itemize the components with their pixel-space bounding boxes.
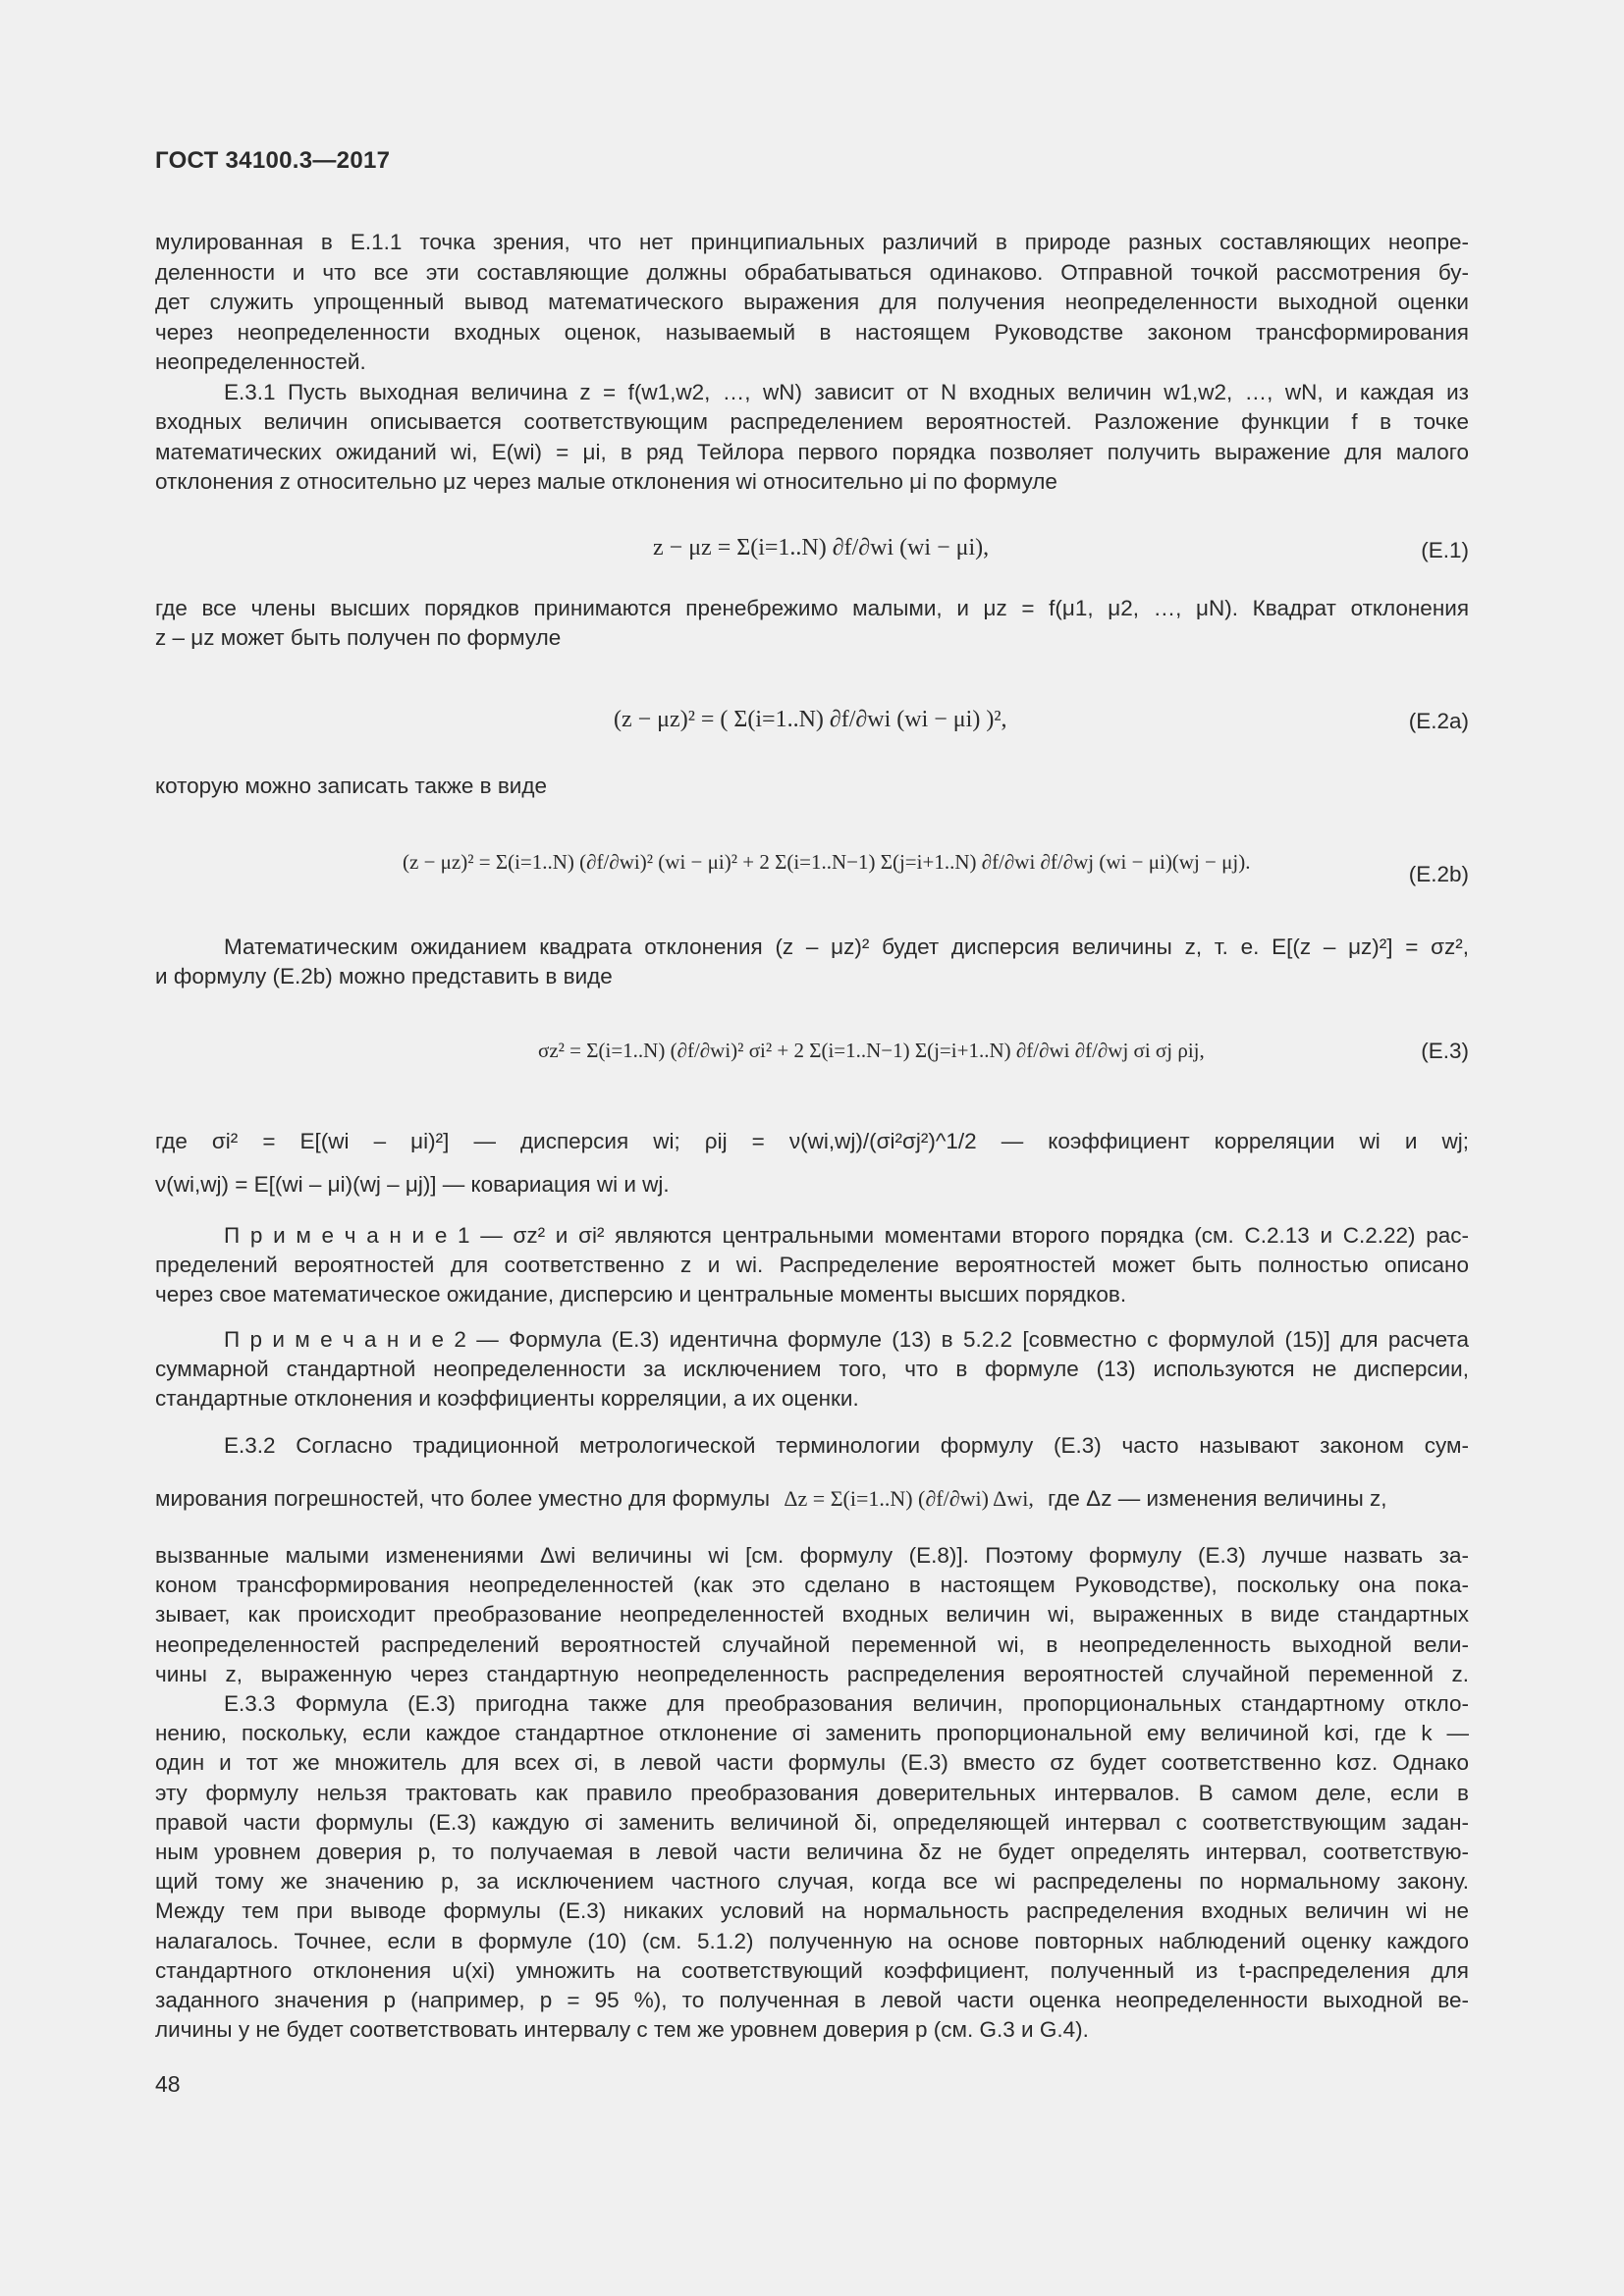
equation-e2b-label: (Е.2b)	[1408, 862, 1469, 886]
equation-e1-label: (Е.1)	[1421, 538, 1469, 562]
equation-e3: σz² = Σ(i=1..N) (∂f/∂wi)² σi² + 2 Σ(i=1..N−1) Σ(j=i+1..N) ∂f/∂wi ∂f/∂wj σi σj ρij,	[538, 1039, 1205, 1062]
text-line: нению, поскольку, если каждое стандартное отклонение σi заменить пропорциональной ему величиной kσi, где k —	[155, 1721, 1469, 1746]
text-line: через свое математическое ожидание, дисперсию и центральные моменты высших порядков.	[155, 1282, 1127, 1307]
text-line: стандартного отклонения u(xi) умножить на соответствующий коэффициент, полученный из t-распределения для	[155, 1957, 1469, 1983]
text-line: деленности и что все эти составляющие должны обрабатываться одинаково. Отправной точкой рассмотрения бу-	[155, 259, 1469, 285]
text-line: щий тому же значению p, за исключением частного случая, когда все wi распределены по нормальному закону.	[155, 1869, 1469, 1895]
text-line: заданного значения p (например, p = 95 %), то полученная в левой части оценка неопределенности выходной ве-	[155, 1988, 1469, 2012]
text-line: один и тот же множитель для всех σi, в левой части формулы (Е.3) вместо σz будет соответственно kσz. Однако	[155, 1750, 1469, 1776]
text-line: Математическим ожиданием квадрата отклонения (z – μz)² будет дисперсия величины z, т. е. E[(z – μz)²] = σz²,	[224, 934, 1469, 959]
text-line: пределений вероятностей для соответственно z и wi. Распределение вероятностей может быть полностью описано	[155, 1253, 1469, 1277]
text-fragment: где Δz — изменения величины z,	[1048, 1486, 1387, 1511]
text-line: z – μz может быть получен по формуле	[155, 625, 562, 650]
text-line: входных величин описывается соответствующим распределением вероятностей. Разложение функции f в точке	[155, 409, 1469, 434]
text-line: суммарной стандартной неопределенности за исключением того, что в формуле (13) используются не дисперсии,	[155, 1357, 1469, 1381]
text-line: где все члены высших порядков принимаются пренебрежимо малыми, и μz = f(μ1, μ2, …, μN). Квадрат отклонения	[155, 596, 1469, 620]
text-line: ным уровнем доверия p, то получаемая в левой части величина δz не будет определять интервал, соответствую-	[155, 1840, 1469, 1864]
text-line: чины z, выраженную через стандартную неопределенность распределения вероятностей случайной переменной z.	[155, 1661, 1469, 1686]
text-line: математических ожиданий wi, E(wi) = μi, в ряд Тейлора первого порядка позволяет получить выражение для малого	[155, 439, 1469, 464]
text-fragment: мирования погрешностей, что более уместно для формулы	[155, 1486, 771, 1511]
text-line: отклонения z относительно μz через малые отклонения wi относительно μi по формуле	[155, 469, 1057, 494]
inline-formula-dz: Δz = Σ(i=1..N) (∂f/∂wi) Δwi,	[784, 1486, 1034, 1511]
text-line: эту формулу нельзя трактовать как правило преобразования доверительных интервалов. В самом деле, если в	[155, 1780, 1469, 1805]
text-line: налагалось. Точнее, если в формуле (10) (см. 5.1.2) полученную на основе повторных наблюдений оценку каждого	[155, 1928, 1469, 1953]
text-line: Е.3.3 Формула (Е.3) пригодна также для преобразования величин, пропорциональных стандартному откло-	[224, 1691, 1469, 1716]
equation-e1: z − μz = Σ(i=1..N) ∂f/∂wi (wi − μi),	[653, 535, 990, 561]
text-line: личины y не будет соответствовать интервалу с тем же уровнем доверия p (см. G.3 и G.4).	[155, 2017, 1089, 2043]
text-line: П р и м е ч а н и е 1 — σz² и σi² являются центральными моментами второго порядка (см. С.2.13 и С.2.22) рас-	[224, 1223, 1469, 1248]
text-line: Е.3.1 Пусть выходная величина z = f(w1,w2, …, wN) зависит от N входных величин w1,w2, …, wN, и каждая из	[224, 379, 1469, 404]
text-line: правой части формулы (Е.3) каждую σi заменить величиной δi, определяющей интервал с соответствующим задан-	[155, 1809, 1469, 1835]
text-line: неопределенностей.	[155, 349, 366, 374]
page-number: 48	[155, 2071, 181, 2097]
where-clause: ν(wi,wj) = E[(wi – μi)(wj – μj)] — ковариация wi и wj.	[155, 1172, 670, 1197]
equation-e2a-label: (Е.2a)	[1408, 709, 1469, 733]
text-line: Е.3.2 Согласно традиционной метрологической терминологии формулу (Е.3) часто называют законом сум-	[224, 1433, 1469, 1458]
text-line: стандартные отклонения и коэффициенты корреляции, а их оценки.	[155, 1386, 859, 1411]
document-header: ГОСТ 34100.3—2017	[155, 147, 391, 174]
text-line: которую можно записать также в виде	[155, 774, 548, 798]
equation-e2b: (z − μz)² = Σ(i=1..N) (∂f/∂wi)² (wi − μi)² + 2 Σ(i=1..N−1) Σ(j=i+1..N) ∂f/∂wi ∂f/∂wj (wi − μi)(wj − μj).	[403, 850, 1251, 874]
text-line: коном трансформирования неопределенностей (как это сделано в настоящем Руководстве), поскольку она пока-	[155, 1573, 1469, 1598]
text-line: и формулу (Е.2b) можно представить в виде	[155, 964, 613, 988]
equation-e3-label: (Е.3)	[1421, 1039, 1469, 1063]
text-line: Между тем при выводе формулы (Е.3) никаких условий на нормальность распределения входных величин wi не	[155, 1898, 1469, 1924]
where-clause: где σi² = E[(wi – μi)²] — дисперсия wi; ρij = ν(wi,wj)/(σi²σj²)^1/2 — коэффициент корреляции wi и wj;	[155, 1129, 1469, 1153]
text-line: неопределенностей распределений вероятностей случайной переменной wi, в неопределенность выходной вели-	[155, 1631, 1469, 1657]
text-line: дет служить упрощенный вывод математического выражения для получения неопределенности выходной оценки	[155, 290, 1469, 314]
text-line: через неопределенности входных оценок, называемый в настоящем Руководстве законом трансформирования	[155, 319, 1469, 345]
text-line: П р и м е ч а н и е 2 — Формула (Е.3) идентична формуле (13) в 5.2.2 [совместно с формулой (15)] для расчета	[224, 1327, 1469, 1352]
text-line: зывает, как происходит преобразование неопределенностей входных величин wi, выраженных в виде стандартных	[155, 1602, 1469, 1628]
equation-e2a: (z − μz)² = ( Σ(i=1..N) ∂f/∂wi (wi − μi) )²,	[614, 707, 1007, 732]
text-line	[155, 1484, 1469, 1514]
text-line: вызванные малыми изменениями Δwi величины wi [см. формулу (Е.8)]. Поэтому формулу (Е.3) лучше назвать за-	[155, 1543, 1469, 1568]
text-line: мулированная в E.1.1 точка зрения, что нет принципиальных различий в природе разных составляющих неопре-	[155, 230, 1469, 254]
